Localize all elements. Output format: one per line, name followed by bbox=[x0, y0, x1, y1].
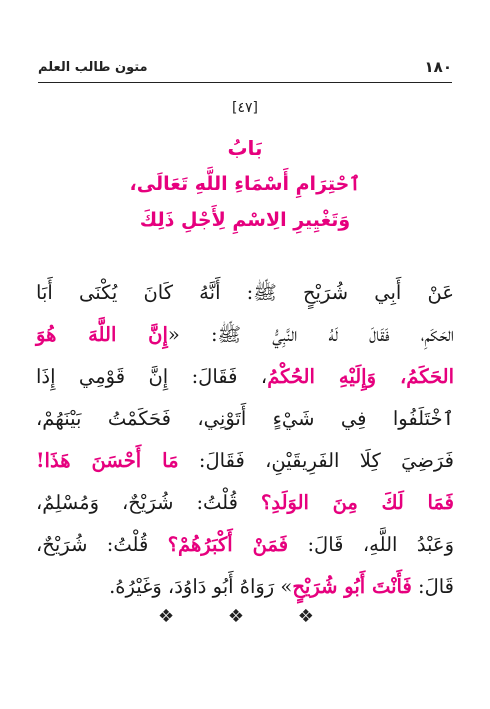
text-line-7 bbox=[36, 524, 454, 566]
header-divider bbox=[38, 82, 452, 83]
text-line-8 bbox=[36, 566, 454, 608]
text-segment: الحَكَمِ، فَقَالَ لَهُ النَّبِيُّ ﷺ: « bbox=[167, 323, 454, 346]
text-line-2 bbox=[36, 314, 454, 356]
section-end-ornament bbox=[0, 606, 490, 627]
prophet-quote: فَمَنْ أَكْبَرُهُمْ؟ bbox=[167, 533, 289, 556]
chapter-label: بَابُ bbox=[227, 136, 263, 160]
chapter-title-line-2: وَتَغْيِيرِ الِاسْمِ لِأَجْلِ ذَلِكَ bbox=[139, 209, 351, 231]
text-line-4: ٱخْتَلَفُوا فِي شَيْءٍ أَتَوْنِي، فَحَكَمْتُ بَيْنَهُمْ، bbox=[36, 407, 454, 430]
hadith-number: [٤٧] bbox=[232, 100, 258, 116]
text-segment: فَرَضِيَ كِلَا الفَرِيقَيْنِ، فَقَالَ: bbox=[178, 449, 454, 472]
text-segment: » رَوَاهُ أَبُو دَاوُدَ، وَغَيْرُهُ. bbox=[109, 575, 293, 598]
chapter-heading bbox=[30, 130, 460, 238]
prophet-quote: مَا أَحْسَنَ هَذَا! bbox=[36, 449, 179, 472]
diamond-ornament-icon: ❖ bbox=[227, 606, 263, 627]
text-segment: قُلْتُ: شُرَيْحٌ، وَمُسْلِمٌ، bbox=[36, 491, 261, 514]
text-line-3 bbox=[36, 356, 454, 398]
hadith-text bbox=[36, 272, 454, 608]
prophet-quote: فَأَنْتَ أَبُو شُرَيْحٍ bbox=[292, 575, 412, 598]
book-title: متون طالب العلم bbox=[38, 59, 148, 75]
chapter-title-line-1: ٱحْتِرَامِ أَسْمَاءِ اللَّهِ تَعَالَى، bbox=[129, 173, 361, 195]
text-segment: ، فَقَالَ: إِنَّ قَوْمِي إِذَا bbox=[36, 365, 268, 388]
diamond-ornament-icon: ❖ bbox=[297, 606, 332, 627]
diamond-ornament-icon: ❖ bbox=[158, 606, 193, 627]
page-number: ١٨٠ bbox=[424, 58, 452, 76]
prophet-quote: فَمَا لَكَ مِنَ الوَلَدِ؟ bbox=[260, 491, 455, 514]
text-segment: قُلْتُ: شُرَيْحٌ، bbox=[36, 533, 168, 556]
prophet-quote: إِنَّ اللَّهَ هُوَ bbox=[36, 323, 168, 346]
text-line-6 bbox=[36, 482, 454, 524]
text-segment: وَعَبْدُ اللَّهِ، قَالَ: bbox=[288, 533, 454, 556]
text-segment: قَالَ: bbox=[411, 575, 454, 598]
text-line-5 bbox=[36, 440, 454, 482]
prophet-quote: الحَكَمُ، وَإِلَيْهِ الحُكْمُ bbox=[267, 365, 454, 388]
page-header bbox=[38, 56, 452, 78]
text-line-1: عَنْ أَبِي شُرَيْحٍ ﷺ: أَنَّهُ كَانَ يُكْنَى أَبَا bbox=[36, 281, 454, 304]
